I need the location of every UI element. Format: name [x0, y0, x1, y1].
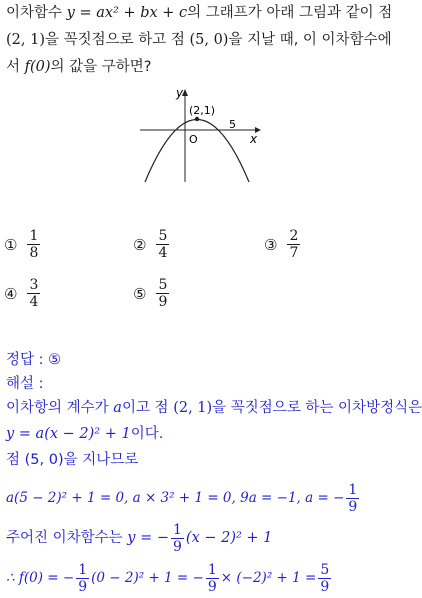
solution-fraction: $\frac{5}{9}$	[320, 561, 330, 595]
choice-1[interactable]	[4, 228, 42, 261]
question-text: 서	[6, 59, 21, 75]
vertex-dot	[195, 117, 199, 121]
solution-line-3	[6, 450, 138, 470]
answer-value: ⑤	[48, 352, 62, 368]
choice-5[interactable]	[133, 277, 171, 310]
choice-4[interactable]	[4, 277, 42, 310]
solution-text: 점 (5, 0)	[6, 452, 64, 468]
choice-fraction: $\frac{5}{4}$	[158, 228, 168, 261]
solution-math: a(5 − 2)² + 1 = 0, a × 3² + 1 = 0, 9a = −1, a = −	[6, 490, 345, 506]
solution-fraction: $\frac{1}{9}$	[348, 481, 358, 515]
solution-text: 이다.	[130, 426, 164, 442]
passing-point: (5, 0)	[189, 32, 229, 48]
solution-math: y = a(x − 2)² + 1	[6, 426, 131, 442]
solution-text: 주어진 이차함수는	[6, 530, 123, 546]
solution-line-1	[6, 398, 422, 418]
question-text: 을 지날 때, 이 이차함수에	[228, 32, 392, 48]
origin-label: O	[189, 133, 198, 146]
choice-3[interactable]	[264, 228, 302, 261]
choice-marker: ①	[4, 235, 18, 254]
x-axis-label: x	[250, 132, 258, 146]
question-text: 이차함수	[6, 5, 63, 21]
choice-fraction: $\frac{5}{9}$	[158, 277, 168, 310]
parabola-graph	[140, 84, 265, 184]
explanation-label: 해설 :	[6, 376, 44, 392]
function-value: f(0)	[24, 59, 51, 75]
vertex-label: (2,1)	[189, 104, 216, 117]
question-text: 을 꼭짓점으로 하고 점	[44, 32, 185, 48]
solution-line-4	[6, 480, 361, 516]
choice-fraction: $\frac{1}{8}$	[29, 228, 39, 261]
solution-line-2	[6, 424, 163, 444]
root-label: 5	[229, 118, 236, 131]
question-equation: y = ax² + bx + c	[66, 5, 188, 21]
solution-line-5	[6, 520, 272, 556]
solution-text: 이차항의 계수가	[6, 400, 109, 416]
solution-math: × (−2)² + 1 =	[220, 570, 317, 586]
question-line-1	[6, 3, 392, 23]
question-text: 의 그래프가 아래 그림과 같이 점	[187, 5, 393, 21]
solution-text: 을 꼭짓점으로 하는 이차방정식은	[212, 400, 422, 416]
solution-line-6	[6, 560, 333, 596]
solution-math: (0 − 2)² + 1 = −	[91, 570, 204, 586]
solution-math: (x − 2)² + 1	[185, 530, 273, 546]
question-line-3	[6, 57, 152, 77]
question-text: 의 값을 구하면?	[50, 59, 152, 75]
solution-math: ∴ f(0) = −	[6, 570, 75, 586]
solution-math: y = −	[127, 530, 169, 546]
choice-fraction: $\frac{3}{4}$	[29, 277, 39, 310]
solution-math: a	[113, 400, 122, 416]
choice-marker: ⑤	[133, 284, 147, 303]
choice-2[interactable]	[133, 228, 171, 261]
choice-marker: ④	[4, 284, 18, 303]
solution-fraction: $\frac{1}{9}$	[207, 561, 217, 595]
solution-fraction: $\frac{1}{9}$	[78, 561, 88, 595]
solution-math: (2, 1)	[173, 400, 213, 416]
choice-marker: ③	[264, 235, 278, 254]
solution-text: 을 지나므로	[63, 452, 139, 468]
vertex-point: (2, 1)	[6, 32, 45, 48]
solution-fraction: $\frac{1}{9}$	[173, 521, 182, 555]
solution-text: 이고 점	[121, 400, 169, 416]
choice-marker: ②	[133, 235, 147, 254]
y-axis-label: y	[176, 86, 184, 100]
answer-label: 정답 :	[6, 352, 49, 368]
question-line-2	[6, 30, 392, 50]
choice-fraction: $\frac{2}{7}$	[289, 228, 299, 261]
answer-line	[6, 350, 61, 370]
